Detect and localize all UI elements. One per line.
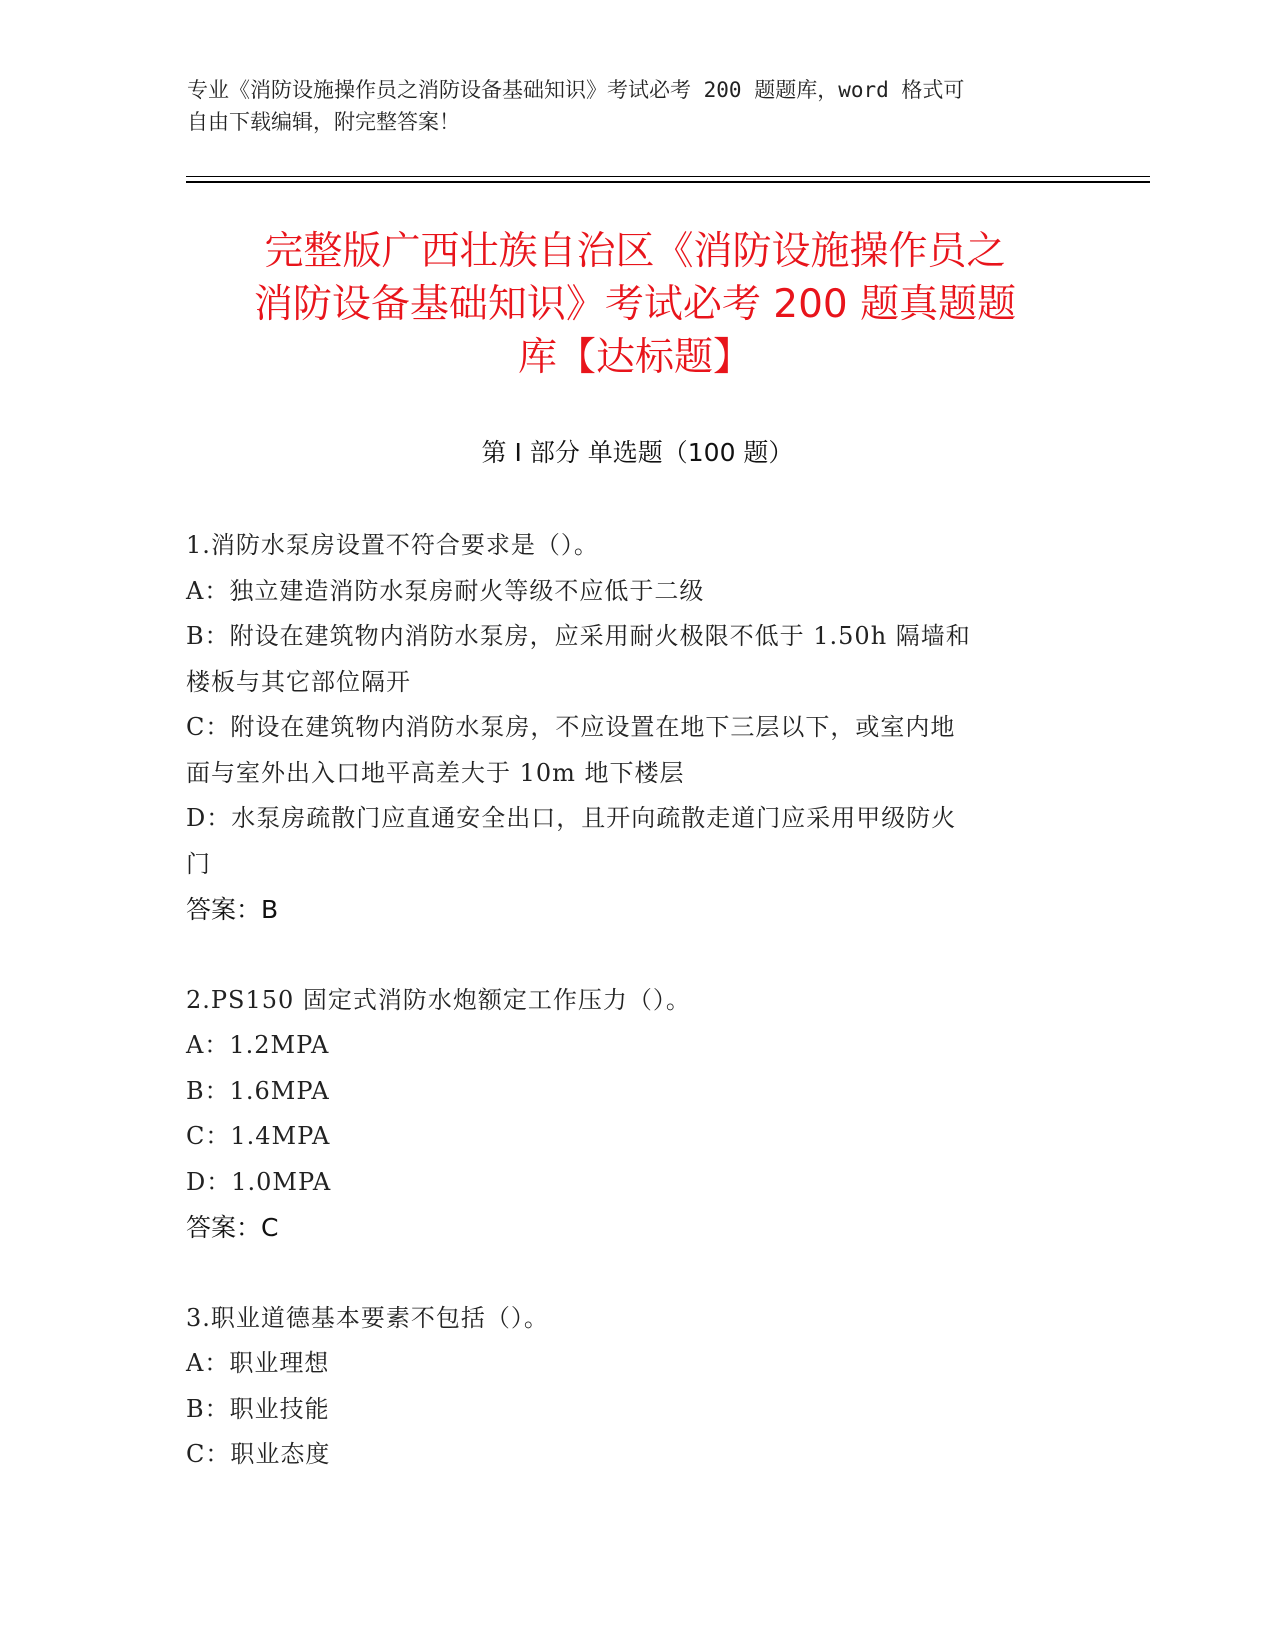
question-list [186,523,1086,1478]
answer-label: 答案：B [186,895,279,924]
question-item [186,523,1086,933]
header-divider-thick [186,181,1150,183]
option-b: B：附设在建筑物内消防水泵房，应采用耐火极限不低于 1.50h 隔墙和 [186,622,971,650]
option-c: C：附设在建筑物内消防水泵房，不应设置在地下三层以下，或室内地 [186,713,956,741]
option-d: D：水泵房疏散门应直通安全出口，且开向疏散走道门应采用甲级防火 [186,804,957,832]
question-text: 2.PS150 固定式消防水炮额定工作压力（）。 [186,985,691,1014]
header-note-line: 自由下载编辑，附完整答案！ [187,110,460,134]
section-title: 第 I 部分 单选题（100 题） [481,438,794,467]
title-line: 完整版广西壮族自治区《消防设施操作员之 [264,229,1006,274]
option-d: D：1.0MPA [186,1167,332,1196]
spacer [186,1251,1086,1296]
option-b: B：职业技能 [186,1394,330,1423]
option-d-continued: 门 [186,849,211,878]
header-note-line: 专业《消防设施操作员之消防设备基础知识》考试必考 200 题题库，word 格式可 [187,78,965,102]
question-item [186,978,1086,1251]
option-c: C：职业态度 [186,1440,331,1468]
header-note [187,74,1067,138]
question-item [186,1296,1086,1478]
option-b-continued: 楼板与其它部位隔开 [186,667,411,696]
question-text: 3.职业道德基本要素不包括（）。 [186,1303,549,1332]
title-line: 库【达标题】 [517,335,752,380]
option-c-continued: 面与室外出入口地平高差大于 10m 地下楼层 [186,758,685,787]
option-b: B：1.6MPA [186,1076,330,1105]
question-text: 1.消防水泵房设置不符合要求是（）。 [186,531,599,559]
option-a: A：职业理想 [186,1349,330,1377]
answer-label: 答案：C [186,1213,279,1242]
option-c: C：1.4MPA [186,1122,331,1150]
option-a: A：1.2MPA [186,1031,330,1059]
option-a: A：独立建造消防水泵房耐火等级不应低于二级 [186,576,705,605]
document-title [160,225,1110,384]
spacer [186,933,1086,978]
title-line: 消防设备基础知识》考试必考 200 题真题题 [253,282,1017,327]
header-divider-thin [186,176,1150,177]
